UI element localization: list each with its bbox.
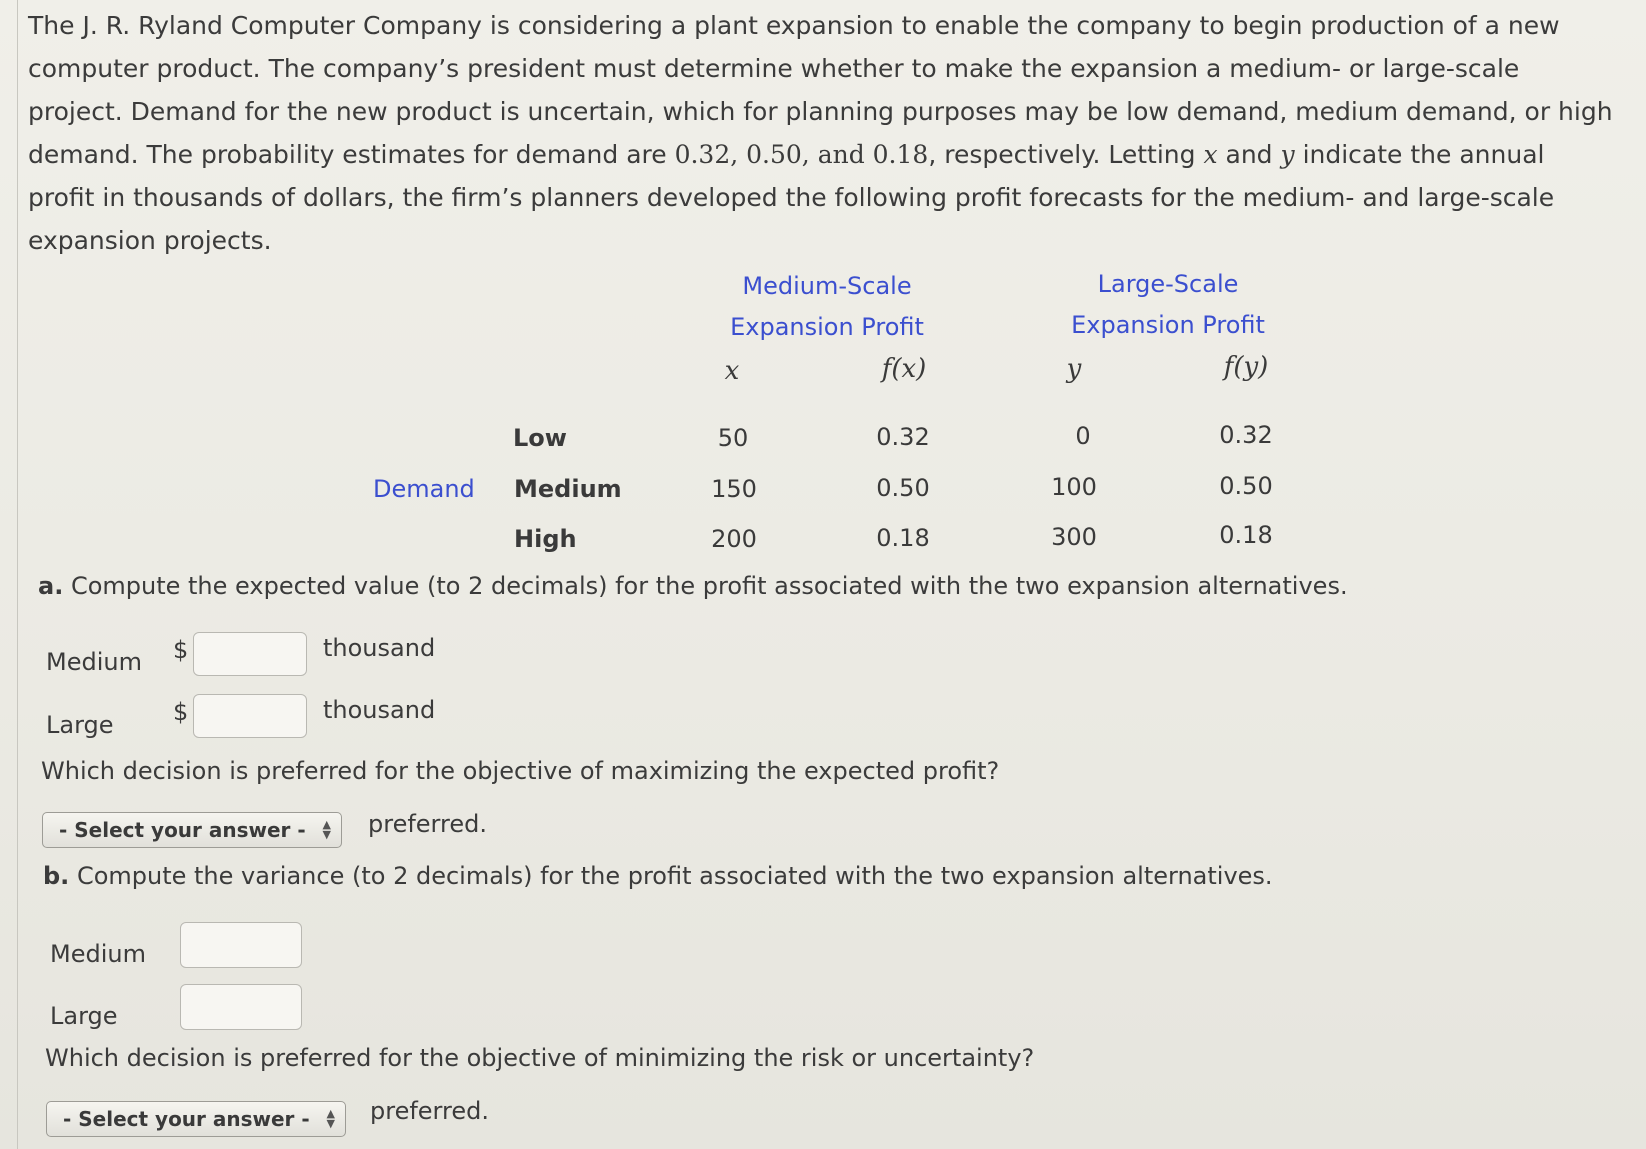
cell-medium-fy: 0.50 bbox=[1219, 472, 1273, 500]
cell-low-x: 50 bbox=[717, 424, 749, 452]
profit-table bbox=[0, 0, 1646, 560]
part-a-question bbox=[38, 572, 1348, 600]
part-b-question-text: Compute the variance (to 2 decimals) for the profit associated with the two expansion alternatives. bbox=[76, 862, 1273, 890]
part-a-decision-select[interactable] bbox=[42, 812, 342, 848]
part-b-decision-question: Which decision is preferred for the objective of minimizing the risk or uncertainty? bbox=[45, 1044, 1035, 1072]
part-a-large-unit: thousand bbox=[323, 696, 436, 724]
intro-text: The J. R. Ryland Computer Company is considering a plant expansion to enable the company to begin production of a new computer product. The company’s president must determine whether to make the expansion a medium- or large-scale project. Demand for the new product is uncertain, which for planning purposes may be low demand, medium demand, or high demand. The probability estimates for demand are bbox=[28, 11, 1613, 169]
col-header-fx: f(x) bbox=[881, 354, 927, 384]
col-header-x: x bbox=[724, 356, 740, 386]
cell-low-y: 0 bbox=[1075, 422, 1091, 450]
part-b-medium-label: Medium bbox=[50, 940, 146, 968]
intro-text-3: indicate the annual profit in thousands of dollars, the firm’s planners developed the following profit forecasts for the medium- and large-scale expansion projects. bbox=[28, 140, 1555, 255]
cell-medium-y: 100 bbox=[1051, 473, 1097, 501]
intro-and: and bbox=[1225, 140, 1273, 169]
cell-medium-fx: 0.50 bbox=[876, 474, 930, 502]
cell-low-fx: 0.32 bbox=[876, 423, 930, 451]
cell-high-y: 300 bbox=[1051, 523, 1097, 551]
part-b-question bbox=[43, 862, 1273, 890]
row-label-high: High bbox=[514, 525, 577, 553]
demand-label: Demand bbox=[373, 475, 475, 503]
part-a-medium-currency: $ bbox=[173, 636, 189, 664]
intro-probabilities: 0.32, 0.50, and 0.18 bbox=[674, 140, 929, 169]
row-label-medium: Medium bbox=[514, 475, 622, 503]
expected-value-large-input[interactable] bbox=[193, 694, 307, 738]
part-a-large-label: Large bbox=[46, 711, 114, 739]
large-header-line2: Expansion Profit bbox=[1071, 311, 1265, 339]
part-a-decision-question: Which decision is preferred for the objective of maximizing the expected profit? bbox=[41, 757, 1000, 785]
part-a-medium-label: Medium bbox=[46, 648, 142, 676]
col-header-y: y bbox=[1066, 354, 1082, 384]
part-b-decision-select[interactable] bbox=[46, 1101, 346, 1137]
select-arrows-icon: ▲ ▼ bbox=[326, 1107, 335, 1130]
intro-var-x: x bbox=[1203, 140, 1218, 169]
large-header-line1: Large-Scale bbox=[1097, 270, 1239, 298]
medium-header-line1: Medium-Scale bbox=[742, 272, 912, 300]
cell-low-fy: 0.32 bbox=[1219, 421, 1273, 449]
part-a-after-select: preferred. bbox=[368, 810, 487, 838]
part-b-select-value: - Select your answer - bbox=[63, 1107, 310, 1131]
expected-value-medium-input[interactable] bbox=[193, 632, 307, 676]
col-header-fy: f(y) bbox=[1223, 352, 1269, 382]
select-arrows-icon: ▲ ▼ bbox=[322, 818, 331, 841]
part-a-medium-unit: thousand bbox=[323, 634, 436, 662]
cell-high-fx: 0.18 bbox=[876, 524, 930, 552]
medium-header-line2: Expansion Profit bbox=[730, 313, 924, 341]
variance-large-input[interactable] bbox=[180, 984, 302, 1030]
cell-high-fy: 0.18 bbox=[1219, 521, 1273, 549]
part-a-question-text: Compute the expected value (to 2 decimals) for the profit associated with the two expansion alternatives. bbox=[70, 572, 1348, 600]
variance-medium-input[interactable] bbox=[180, 922, 302, 968]
part-a-large-currency: $ bbox=[173, 698, 189, 726]
cell-high-x: 200 bbox=[711, 525, 757, 553]
part-b-after-select: preferred. bbox=[370, 1097, 489, 1125]
part-a-select-value: - Select your answer - bbox=[59, 818, 306, 842]
part-b-letter: b. bbox=[43, 862, 70, 890]
cell-medium-x: 150 bbox=[711, 475, 757, 503]
intro-var-y: y bbox=[1280, 140, 1295, 169]
part-b-large-label: Large bbox=[50, 1002, 118, 1030]
intro-text-2: , respectively. Letting bbox=[928, 140, 1196, 169]
part-a-letter: a. bbox=[38, 572, 64, 600]
row-label-low: Low bbox=[513, 424, 567, 452]
